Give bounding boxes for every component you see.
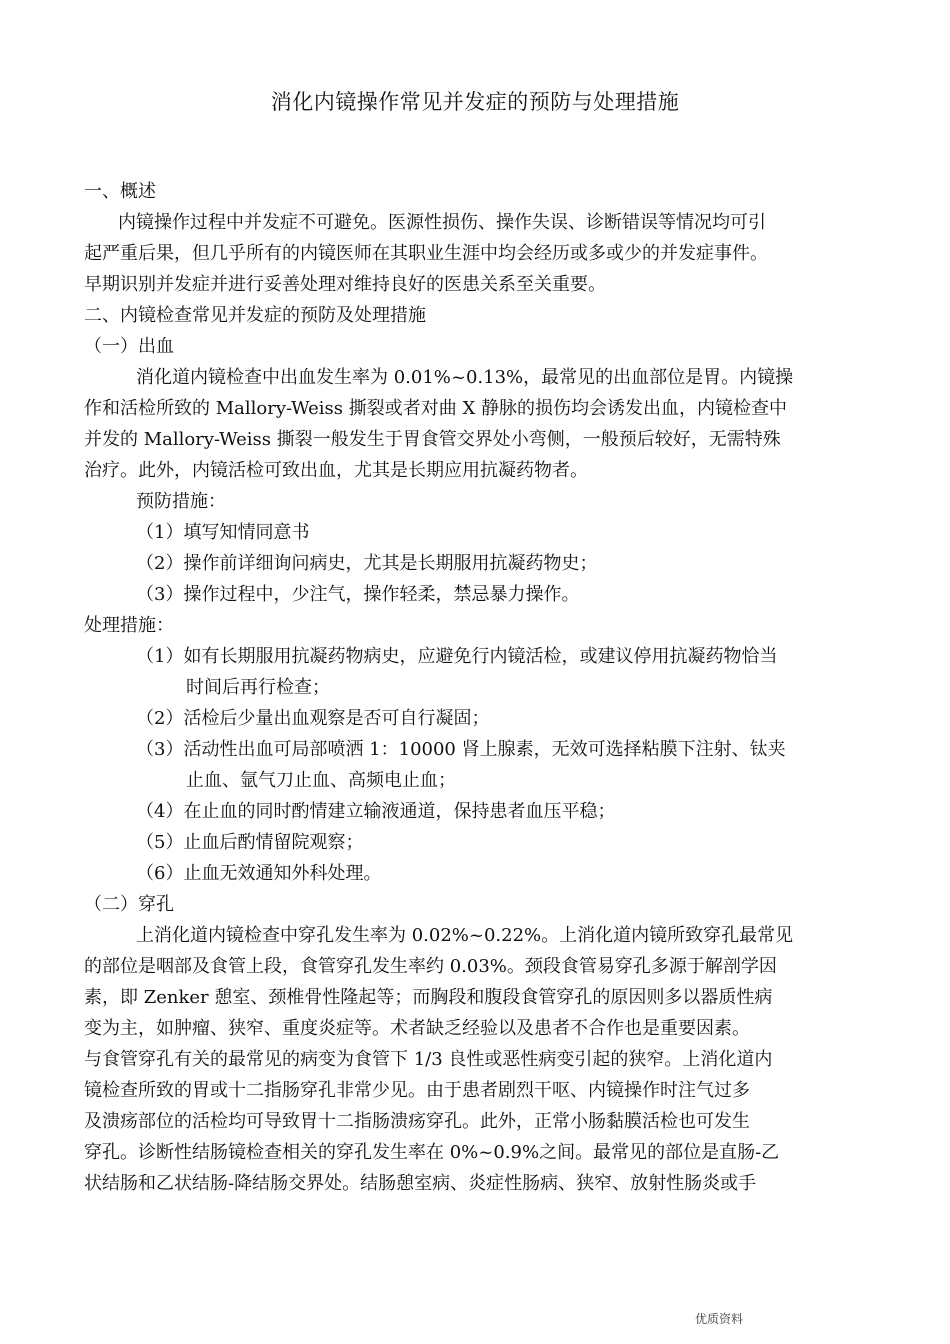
list-item: （5）止血后酌情留院观察； [136,832,364,853]
list-heading: 处理措施： [84,615,174,636]
paragraph-line: 及溃疡部位的活检均可导致胃十二指肠溃疡穿孔。此外，正常小肠黏膜活检也可发生 [84,1111,750,1132]
paragraph-line: 与食管穿孔有关的最常见的病变为食管下 1/3 良性或恶性病变引起的狭窄。上消化道内 [84,1049,773,1070]
paragraph-line: 镜检查所致的胃或十二指肠穿孔非常少见。由于患者剧烈干呕、内镜操作时注气过多 [84,1080,750,1101]
section-heading: 二、内镜检查常见并发症的预防及处理措施 [84,305,426,326]
footer-note: 优质资料 [695,1312,744,1326]
list-item: （3）活动性出血可局部喷洒 1：10000 肾上腺素，无效可选择粘膜下注射、钛夹 [136,739,786,760]
list-item: （2）操作前详细询问病史，尤其是长期服用抗凝药物史； [136,553,598,574]
list-heading: 预防措施： [136,491,226,512]
list-item: （2）活检后少量出血观察是否可自行凝固； [136,708,490,729]
paragraph-line: 作和活检所致的 Mallory-Weiss 撕裂或者对曲 X 静脉的损伤均会诱发出血，内镜检查中 [84,398,787,419]
list-item-continuation: 时间后再行检查； [186,677,330,698]
list-item: （6）止血无效通知外科处理。 [136,863,382,884]
paragraph-line: 的部位是咽部及食管上段，食管穿孔发生率约 0.03%。颈段食管易穿孔多源于解剖学因 [84,956,777,977]
paragraph-line: 起严重后果，但几乎所有的内镜医师在其职业生涯中均会经历或多或少的并发症事件。 [84,243,768,264]
document-body [84,176,900,1199]
subsection-heading: （二）穿孔 [84,894,174,915]
document-title: 消化内镜操作常见并发症的预防与处理措施 [270,90,680,114]
paragraph-line: 穿孔。诊断性结肠镜检查相关的穿孔发生率在 0%~0.9%之间。最常见的部位是直肠-乙 [84,1142,780,1163]
list-item: （1）如有长期服用抗凝药物病史，应避免行内镜活检，或建议停用抗凝药物恰当 [136,646,778,667]
subsection-heading: （一）出血 [84,336,174,357]
list-item-continuation: 止血、氩气刀止血、高频电止血； [186,770,456,791]
paragraph-line: 消化道内镜检查中出血发生率为 0.01%~0.13%，最常见的出血部位是胃。内镜操 [136,367,794,388]
paragraph-line: 变为主，如肿瘤、狭窄、重度炎症等。术者缺乏经验以及患者不合作也是重要因素。 [84,1018,750,1039]
paragraph-line: 并发的 Mallory-Weiss 撕裂一般发生于胃食管交界处小弯侧，一般预后较好，无需特殊 [84,429,781,450]
paragraph-line: 上消化道内镜检查中穿孔发生率为 0.02%~0.22%。上消化道内镜所致穿孔最常见 [136,925,794,946]
paragraph-line: 素，即 Zenker 憩室、颈椎骨性隆起等；而胸段和腹段食管穿孔的原因则多以器质性病 [84,987,773,1008]
list-item: （3）操作过程中，少注气，操作轻柔，禁忌暴力操作。 [136,584,580,605]
list-item: （4）在止血的同时酌情建立输液通道，保持患者血压平稳； [136,801,616,822]
paragraph-line: 状结肠和乙状结肠-降结肠交界处。结肠憩室病、炎症性肠病、狭窄、放射性肠炎或手 [84,1173,757,1194]
paragraph-line: 早期识别并发症并进行妥善处理对维持良好的医患关系至关重要。 [84,274,606,295]
paragraph-line: 内镜操作过程中并发症不可避免。医源性损伤、操作失误、诊断错误等情况均可引 [118,212,766,233]
paragraph-line: 治疗。此外，内镜活检可致出血，尤其是长期应用抗凝药物者。 [84,460,588,481]
section-heading: 一、概述 [84,181,156,202]
list-item: （1）填写知情同意书 [136,522,310,543]
